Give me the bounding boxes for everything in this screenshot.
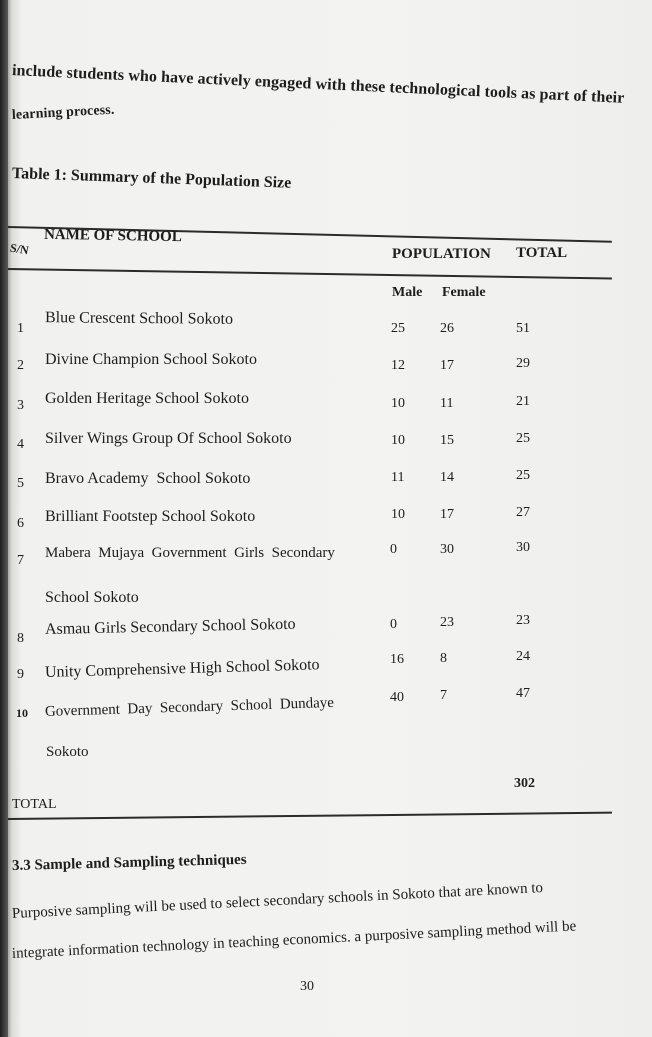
row-6-sn: 6 — [17, 516, 24, 531]
row-10-name: Government Day Secondary School Dundaye — [44, 694, 335, 720]
header-total: TOTAL — [516, 245, 568, 261]
row-7-name: Mabera Mujaya Government Girls Secondary — [45, 545, 335, 561]
row-4-total: 25 — [516, 431, 530, 446]
row-7-male: 0 — [390, 542, 397, 557]
row-3-name: Golden Heritage School Sokoto — [45, 390, 249, 407]
row-5-male: 11 — [391, 470, 405, 485]
row-8-sn: 8 — [17, 631, 24, 646]
row-10-total: 47 — [516, 686, 530, 701]
header-population: POPULATION — [392, 246, 491, 262]
row-9-male: 16 — [390, 652, 404, 667]
row-3-female: 11 — [440, 396, 454, 411]
row-5-sn: 5 — [17, 476, 24, 491]
row-3-total: 21 — [516, 394, 530, 409]
row-9-sn: 9 — [17, 667, 24, 682]
row-1-total: 51 — [516, 321, 530, 336]
row-8-female: 23 — [440, 615, 454, 630]
row-4-female: 15 — [440, 433, 454, 448]
row-6-total: 27 — [516, 505, 530, 520]
section-line-2: integrate information technology in teaching economics. a purposive sampling method will be — [11, 918, 577, 962]
row-10-male: 40 — [390, 690, 404, 705]
row-8-male: 0 — [390, 617, 397, 632]
row-2-female: 17 — [440, 358, 454, 373]
page-number: 30 — [300, 979, 314, 994]
row-9-total: 24 — [516, 649, 530, 664]
row-8-total: 23 — [516, 613, 530, 628]
row-8-name: Asmau Girls Secondary School Sokoto — [44, 615, 296, 638]
row-10-female: 7 — [440, 688, 447, 703]
row-4-male: 10 — [391, 433, 405, 448]
row-5-female: 14 — [440, 470, 454, 485]
row-5-name: Bravo Academy School Sokoto — [45, 470, 251, 487]
header-male: Male — [392, 285, 423, 300]
header-name-of-school: NAME OF SCHOOL — [43, 226, 182, 246]
row-6-female: 17 — [440, 507, 454, 522]
row-2-sn: 2 — [17, 358, 24, 373]
book-binding-shadow — [0, 0, 8, 1037]
row-4-sn: 4 — [17, 437, 24, 452]
row-10-sn: 10 — [16, 706, 28, 720]
row-3-male: 10 — [391, 396, 405, 411]
row-10-name-continued: Sokoto — [46, 744, 89, 760]
row-9-name: Unity Comprehensive High School Sokoto — [44, 656, 320, 681]
table-header-rule — [8, 268, 612, 279]
row-1-female: 26 — [440, 321, 454, 336]
row-6-name: Brilliant Footstep School Sokoto — [45, 508, 256, 525]
row-2-male: 12 — [391, 358, 405, 373]
row-2-total: 29 — [516, 356, 530, 371]
total-label: TOTAL — [12, 797, 57, 812]
intro-line-1: include students who have actively engaged with these technological tools as part of their — [11, 62, 625, 107]
row-2-name: Divine Champion School Sokoto — [45, 351, 257, 368]
row-7-name-continued: School Sokoto — [45, 589, 139, 606]
row-3-sn: 3 — [17, 398, 24, 413]
table-caption: Table 1: Summary of the Population Size — [11, 165, 292, 192]
header-sn: S/N — [9, 240, 30, 258]
row-7-sn: 7 — [17, 553, 24, 568]
row-1-name: Blue Crescent School Sokoto — [44, 309, 234, 328]
row-5-total: 25 — [516, 468, 530, 483]
table-bottom-rule — [8, 812, 612, 820]
section-heading: 3.3 Sample and Sampling techniques — [11, 851, 247, 874]
intro-line-2: learning process. — [11, 102, 115, 123]
row-7-female: 30 — [440, 542, 454, 557]
row-7-total: 30 — [516, 540, 530, 555]
row-4-name: Silver Wings Group Of School Sokoto — [45, 430, 292, 447]
row-6-male: 10 — [391, 507, 405, 522]
row-1-sn: 1 — [17, 321, 24, 336]
header-female: Female — [442, 285, 486, 300]
row-1-male: 25 — [391, 321, 405, 336]
grand-total: 302 — [514, 776, 535, 791]
section-line-1: Purposive sampling will be used to select secondary schools in Sokoto that are known to — [11, 880, 544, 922]
row-9-female: 8 — [440, 651, 447, 666]
